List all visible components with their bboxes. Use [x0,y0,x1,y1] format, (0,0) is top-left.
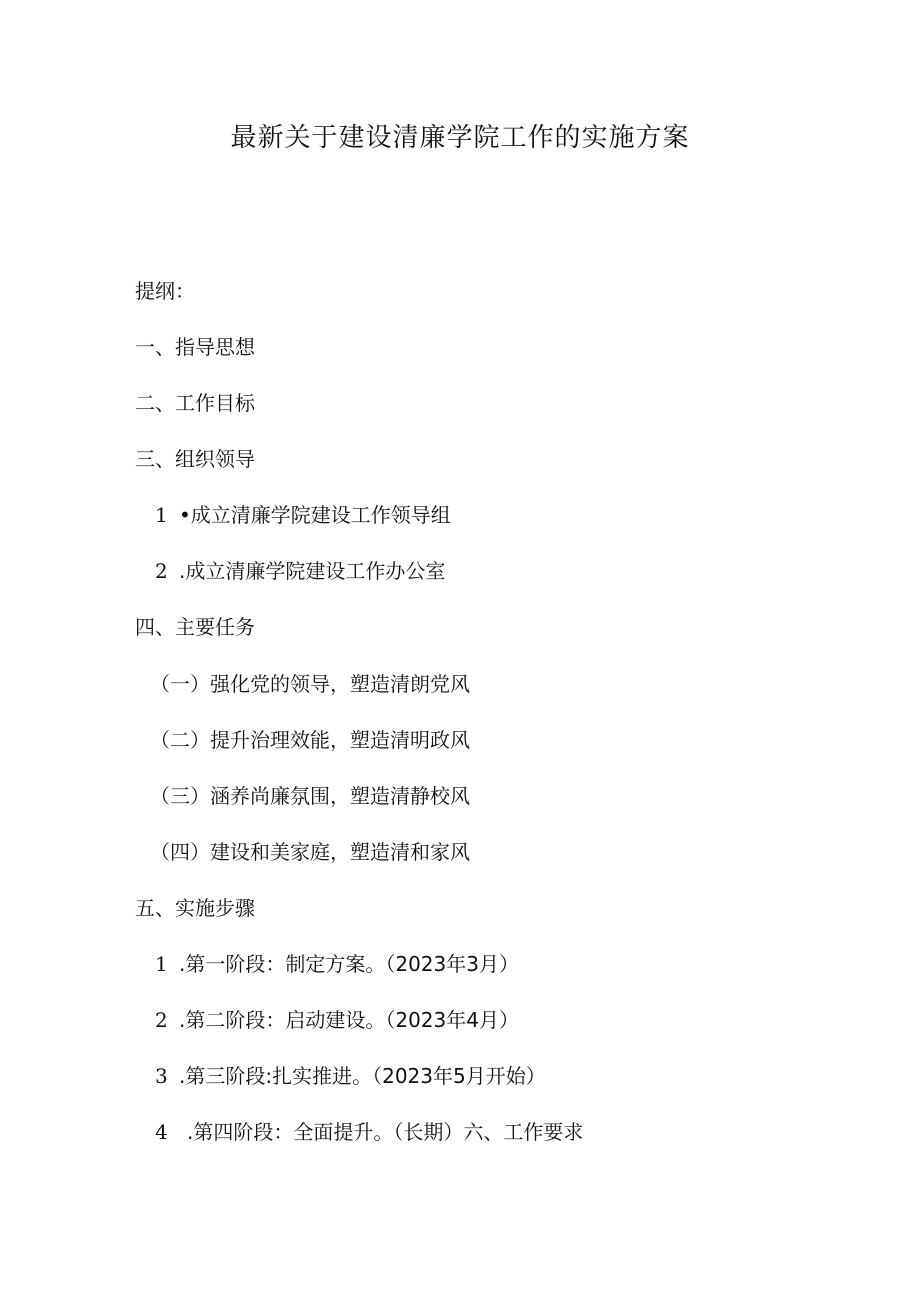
list-item-number: 2 [155,559,168,583]
step-number: 4 [155,1120,168,1144]
task-item: （二）提升治理效能，塑造清明政风 [150,728,470,752]
list-item [155,557,445,585]
list-item-number: 1 [155,503,168,527]
step-item [155,1062,546,1090]
section-heading-2: 二、工作目标 [135,391,255,415]
step-text: .第四阶段：全面提升。（长期）六、工作要求 [187,1120,584,1144]
section-heading-5: 五、实施步骤 [135,896,255,920]
task-item: （三）涵养尚廉氛围，塑造清静校风 [150,784,470,808]
list-item-text: .成立清廉学院建设工作办公室 [179,559,446,583]
task-item: （四）建设和美家庭，塑造清和家风 [150,840,470,864]
step-number: 3 [155,1064,168,1088]
document-title: 最新关于建设清廉学院工作的实施方案 [230,123,690,153]
task-item: （一）强化党的领导，塑造清朗党风 [150,672,470,696]
section-heading-1: 一、指导思想 [135,335,255,359]
section-heading-3: 三、组织领导 [135,447,255,471]
step-item [155,1118,583,1146]
outline-label: 提纲： [135,279,195,303]
list-item [155,501,451,529]
list-item-text: •成立清廉学院建设工作领导组 [179,503,451,527]
step-text: .第三阶段:扎实推进。（2023年5月开始） [179,1064,546,1088]
step-number: 2 [155,1008,168,1032]
section-heading-4: 四、主要任务 [135,615,255,639]
step-item [155,1006,519,1034]
step-text: .第二阶段：启动建设。（2023年4月） [179,1008,519,1032]
step-item [155,950,519,978]
step-text: .第一阶段：制定方案。（2023年3月） [179,952,519,976]
step-number: 1 [155,952,168,976]
